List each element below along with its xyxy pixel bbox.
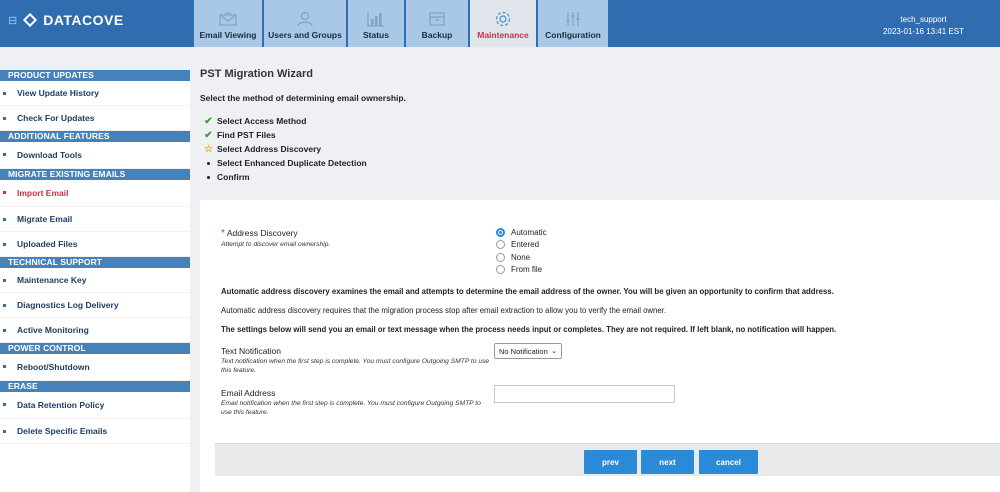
main-tabs [194,0,610,47]
radio-automatic[interactable] [496,226,547,239]
email-address-input[interactable] [494,385,675,403]
menu-icon[interactable]: ⊟ [8,14,18,27]
step-label: Find PST Files [217,130,276,140]
step-label: Select Enhanced Duplicate Detection [217,158,367,168]
text-notification-hint: Text notification when the first step is complete. You must configure Outgoing SMTP to use this feature. [221,358,490,374]
tab-configuration[interactable] [538,0,608,47]
address-discovery-label [221,228,298,239]
sidebar-spacer [0,47,190,70]
tab-label: Maintenance [477,30,529,40]
tab-maintenance[interactable] [470,0,536,47]
logo[interactable] [8,12,124,28]
sidebar-item-maintenance-key[interactable]: Maintenance Key [0,268,190,293]
step-label: Confirm [217,172,250,182]
radio-label: None [511,252,531,262]
sidebar-item-migrate-email[interactable]: Migrate Email [0,207,190,232]
envelope-icon [219,11,237,27]
wizard-step [202,128,1000,142]
top-bar [0,0,1000,47]
next-button[interactable]: next [641,450,694,474]
diamond-logo-icon [23,13,37,27]
bullet-icon [202,162,215,165]
sidebar-item-download-tools[interactable]: Download Tools [0,142,190,169]
info-paragraph-3: The settings below will send you an email or text message when the process needs input or completes. They are not required. If left blank, no notification will happen. [221,325,837,334]
tab-users-and-groups[interactable] [264,0,346,47]
page-subtitle: Select the method of determining email ownership. [200,93,406,103]
wizard-steps [202,114,1000,184]
main-content [200,60,1000,492]
check-icon: ✔ [204,115,213,127]
radio-button[interactable] [496,228,505,237]
wizard-step [202,170,1000,184]
info-paragraph-2: Automatic address discovery requires that the migration process stop after email extraction to allow you to verify the email owner. [221,306,667,315]
sliders-icon [564,11,582,27]
brand-name: DATACOVE [43,12,124,28]
star-icon: ☆ [204,143,213,155]
tab-label: Email Viewing [199,30,257,40]
prev-button[interactable]: prev [584,450,637,474]
sidebar-section-power-control: POWER CONTROL [0,343,190,354]
sidebar-section-additional-features: ADDITIONAL FEATURES [0,131,190,142]
sidebar [0,47,190,492]
wizard-step [202,142,1000,156]
tab-email-viewing[interactable] [194,0,262,47]
users-icon [296,11,314,27]
sidebar-section-erase: ERASE [0,381,190,392]
wizard-button-bar [215,443,1000,476]
tab-backup[interactable] [406,0,468,47]
wizard-step [202,114,1000,128]
page-title: PST Migration Wizard [200,68,313,80]
sidebar-section-migrate-existing-emails: MIGRATE EXISTING EMAILS [0,169,190,180]
user-info[interactable] [883,14,964,38]
step-label: Select Access Method [217,116,307,126]
wizard-step [202,156,1000,170]
chevron-down-icon: ⌄ [551,348,557,355]
tab-status[interactable] [348,0,404,47]
bar-chart-icon [367,11,385,27]
username: tech_support [900,15,947,24]
sidebar-item-data-retention-policy[interactable]: Data Retention Policy [0,392,190,419]
step-label: Select Address Discovery [217,144,322,154]
sidebar-item-active-monitoring[interactable]: Active Monitoring [0,318,190,343]
sidebar-item-diagnostics-log-delivery[interactable]: Diagnostics Log Delivery [0,293,190,318]
sidebar-section-product-updates: PRODUCT UPDATES [0,70,190,81]
text-notification-select[interactable] [494,343,562,359]
field-label-text: Address Discovery [226,228,298,238]
sidebar-section-technical-support: TECHNICAL SUPPORT [0,257,190,268]
radio-label: Entered [511,240,540,250]
bullet-icon [202,176,215,179]
archive-icon [428,11,446,27]
sidebar-item-reboot-shutdown[interactable]: Reboot/Shutdown [0,354,190,381]
info-paragraph-1: Automatic address discovery examines the email and attempts to determine the email address of the owner. You will be given an opportunity to confirm that address. [221,287,834,296]
gear-icon [494,11,512,27]
select-value: No Notification [499,346,548,356]
sidebar-item-check-for-updates[interactable]: Check For Updates [0,106,190,131]
sidebar-item-import-email[interactable]: Import Email [0,180,190,207]
radio-from-file[interactable] [496,264,547,277]
tab-label: Users and Groups [268,30,342,40]
cancel-button[interactable]: cancel [699,450,758,474]
radio-none[interactable] [496,251,547,264]
text-notification-label: Text Notification [221,346,281,356]
sidebar-item-view-update-history[interactable]: View Update History [0,81,190,106]
sidebar-item-delete-specific-emails[interactable]: Delete Specific Emails [0,419,190,444]
radio-entered[interactable] [496,239,547,252]
email-address-hint: Email notification when the first step is complete. You must configure Outgoing SMTP to use this feature. [221,400,481,416]
tab-label: Status [363,30,389,40]
tab-label: Configuration [545,30,601,40]
required-marker: * [221,228,225,239]
radio-label: Automatic [511,227,547,237]
radio-button[interactable] [496,253,505,262]
email-address-label: Email Address [221,388,276,398]
address-discovery-options [496,226,547,276]
sidebar-item-uploaded-files[interactable]: Uploaded Files [0,232,190,257]
radio-button[interactable] [496,265,505,274]
radio-button[interactable] [496,240,505,249]
tab-label: Backup [421,30,453,40]
address-discovery-hint: Attempt to discover email ownership. [221,241,331,248]
check-icon: ✔ [204,129,213,141]
datetime: 2023-01-16 13:41 EST [883,27,964,36]
radio-label: From file [511,265,543,275]
wizard-panel [200,200,1000,492]
